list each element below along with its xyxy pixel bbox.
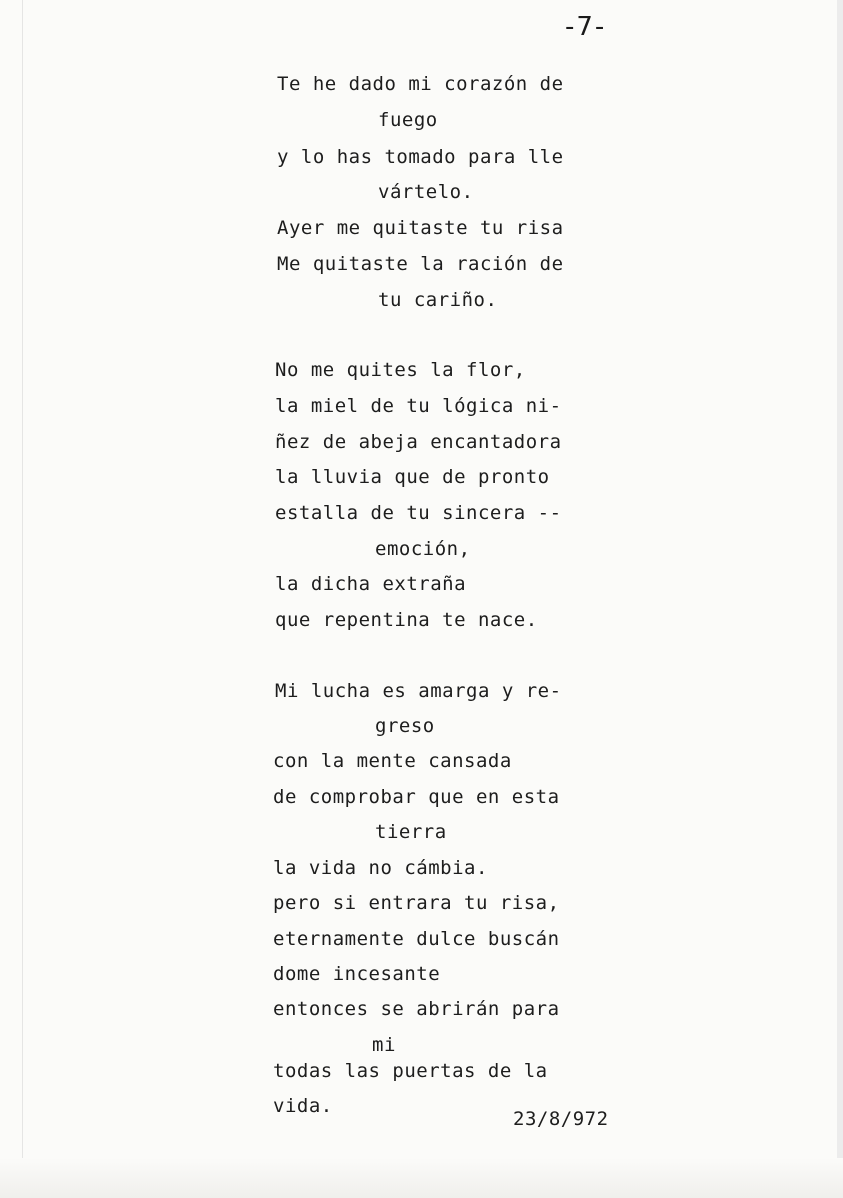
poem-line: y lo has tomado para lle (277, 146, 564, 168)
poem-line: que repentina te nace. (275, 609, 538, 631)
poem-line: la lluvia que de pronto (275, 466, 550, 488)
poem-line: mi (372, 1034, 396, 1056)
poem-line: Ayer me quitaste tu risa (277, 217, 564, 239)
poem-line: Te he dado mi corazón de (277, 73, 564, 95)
poem-line: la miel de tu lógica ni- (275, 395, 562, 417)
page-edge-bottom (0, 1158, 843, 1198)
page-edge-right (837, 0, 843, 1198)
poem-line: tu cariño. (378, 289, 498, 311)
poem-line: No me quites la flor, (275, 359, 526, 381)
poem-line: Mi lucha es amarga y re- (275, 680, 562, 702)
poem-line: pero si entrara tu risa, (273, 892, 560, 914)
page-number: -7- (565, 12, 607, 42)
poem-line: vida. (273, 1095, 333, 1117)
poem-line: dome incesante (273, 963, 441, 985)
poem-line: ñez de abeja encantadora (275, 431, 562, 453)
poem-line: tierra (375, 821, 447, 843)
poem-line: greso (375, 715, 435, 737)
poem-line: emoción, (375, 538, 471, 560)
poem-line: estalla de tu sincera -- (275, 502, 562, 524)
poem-line: todas las puertas de la (273, 1060, 548, 1082)
poem-line: la dicha extraña (275, 573, 467, 595)
poem-line: entonces se abrirán para (273, 998, 560, 1020)
date-stamp: 23/8/972 (513, 1108, 609, 1130)
poem-line: con la mente cansada (273, 750, 512, 772)
page-margin-shadow (22, 0, 23, 1198)
poem-line: vártelo. (378, 181, 474, 203)
poem-line: fuego (378, 109, 438, 131)
poem-line: Me quitaste la ración de (277, 253, 564, 275)
poem-line: de comprobar que en esta (273, 786, 560, 808)
poem-line: la vida no cámbia. (273, 857, 488, 879)
poem-line: eternamente dulce buscán (273, 928, 560, 950)
